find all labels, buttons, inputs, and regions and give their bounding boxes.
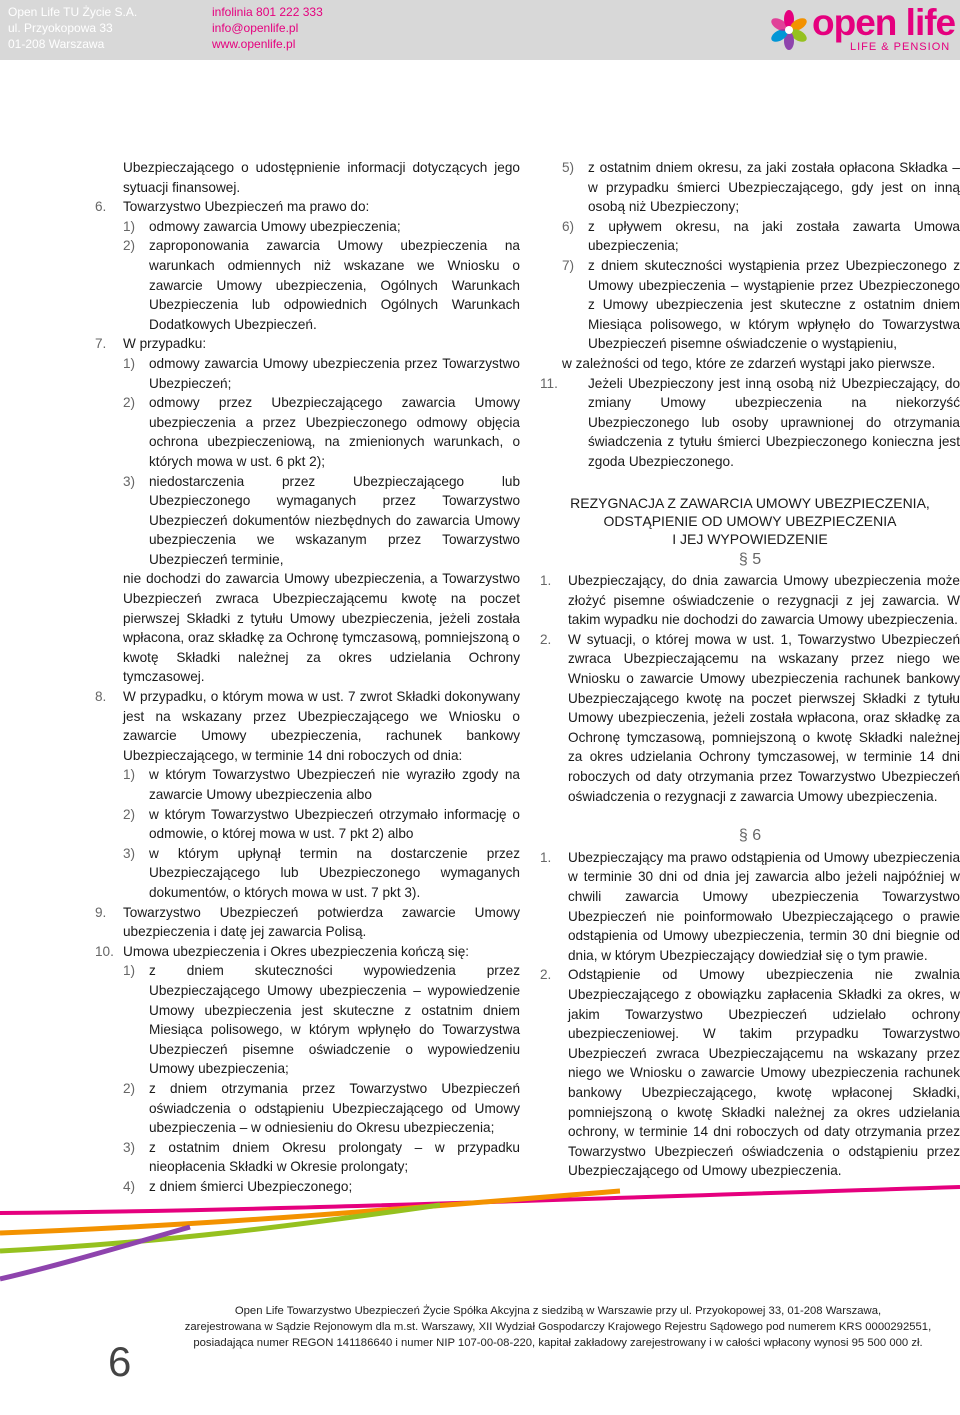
section-sign-6: § 6 xyxy=(738,827,762,845)
paragraph-11 xyxy=(540,374,960,472)
list-item xyxy=(540,158,960,217)
paragraph-number: 10. xyxy=(95,943,114,959)
section-6-item-2 xyxy=(540,965,960,1181)
section-heading-line: ODSTĄPIENIE OD UMOWY UBEZPIECZENIA xyxy=(603,512,897,529)
item-number: 2) xyxy=(123,806,136,822)
paragraph-number: 1. xyxy=(540,849,552,865)
paragraph-text: Jeżeli Ubezpieczony jest inną osobą niż Ubezpieczający, do zmiany Umowy ubezpieczenia na niekorzyść Ubezpieczonego lub osoby uprawnionej do otrzymania świadczenia z tytułu śmierci Ubezpieczonego konieczna jest zgoda Ubezpieczonego. xyxy=(588,375,960,469)
list-item xyxy=(95,961,520,1079)
item-number: 1) xyxy=(123,767,136,783)
website-link[interactable]: www.openlife.pl xyxy=(212,37,296,51)
paragraph-number: 2. xyxy=(540,631,552,647)
company-city: 01-208 Warszawa xyxy=(8,37,105,51)
section-5-item-1 xyxy=(540,571,960,630)
paragraph-number: 1. xyxy=(540,573,552,589)
item-number: 1) xyxy=(123,963,136,979)
list-item xyxy=(95,1138,520,1177)
flower-logo-icon xyxy=(768,9,810,51)
item-text: w którym Towarzystwo Ubezpieczeń otrzymało informację o odmowie, o której mowa w ust. 7 pkt 2) albo xyxy=(149,806,520,842)
paragraph-text: W przypadku, o którym mowa w ust. 7 zwrot Składki dokonywany jest na wskazany przez Ubezpieczającego we Wniosku o zawarcie Umowy ubezpieczenia, rachunek bankowy Ubezpieczającego, w terminie 14 dni roboczych od dnia: xyxy=(123,689,520,763)
paragraph-number: 8. xyxy=(95,689,107,705)
logo-wordmark: open life xyxy=(812,2,956,43)
list-item xyxy=(95,393,520,471)
item-text: odmowy zawarcia Umowy ubezpieczenia przez Towarzystwo Ubezpieczeń; xyxy=(149,355,520,391)
paragraph-text: Umowa ubezpieczenia i Okres ubezpieczenia kończą się: xyxy=(123,943,470,959)
list-item xyxy=(95,765,520,804)
item-text: z upływem okresu, na jaki została zawarta Umowa ubezpieczenia; xyxy=(588,218,960,254)
item-number: 1) xyxy=(123,355,136,371)
list-item xyxy=(540,217,960,256)
paragraph-text: Towarzystwo Ubezpieczeń potwierdza zawarcie Umowy ubezpieczenia i datę jej zawarcia Polisą. xyxy=(123,904,520,940)
page-header xyxy=(0,0,960,60)
paragraph-8 xyxy=(95,687,520,765)
company-contact xyxy=(212,4,323,52)
company-address xyxy=(8,4,137,52)
item-text: odmowy przez Ubezpieczającego zawarcia Umowy ubezpieczenia a przez Ubezpieczonego odmowy objęcia ochrona ubezpieczeniową, na zmienionych warunkach, o których mowa w ust. 6 pkt 2); xyxy=(149,395,520,469)
paragraph-text: Ubezpieczający ma prawo odstąpienia od Umowy ubezpieczenia w terminie 30 dni od dnia jej zawarcia albo jeżeli najpóźniej w chwili zawarcia Umowy ubezpieczenia Towarzystwo Ubezpieczeń nie poinformowało Ubezpieczającego o prawie odstąpienia od Umowy ubezpieczenia, termin 30 dni biegnie od dnia, w którym Ubezpieczający dowiedział się o tym prawie. xyxy=(568,849,960,963)
company-name: Open Life TU Życie S.A. xyxy=(8,5,138,19)
list-item xyxy=(540,256,960,354)
footer-legal xyxy=(178,1303,938,1351)
list-item xyxy=(95,472,520,570)
item-number: 3) xyxy=(123,1139,136,1155)
item-text: z dniem skuteczności wystąpienia przez Ubezpieczonego z Umowy ubezpieczenia – wystąpienie przez Ubezpieczonego z Umowy ubezpieczenia jest skuteczne z ostatnim dniem Miesiąca polisowego, w którym wpłynęło do Towarzystwa Ubezpieczeń pisemne oświadczenie o wystąpieniu, xyxy=(588,257,960,352)
wave-purple xyxy=(0,1227,190,1279)
item-text: zaproponowania zawarcia Umowy ubezpieczenia na warunkach odmiennych niż wskazane we Wniosku o zawarcie Umowy ubezpieczenia, Ogólnych Warunkach Ubezpieczenia lub odpowiednich Ogólnych Warunkach Dodatkowych Ubezpieczeń. xyxy=(149,238,520,332)
paragraph-number: 9. xyxy=(95,904,107,920)
paragraph-text: Ubezpieczający, do dnia zawarcia Umowy ubezpieczenia może złożyć pisemne oświadczenie o rezygnacji z jej zawarcia. W takim wypadku nie dochodzi do zawarcia Umowy ubezpieczenia. xyxy=(568,573,960,628)
section-5-item-2 xyxy=(540,630,960,806)
paragraph-number: 11. xyxy=(540,375,558,391)
item-text: z ostatnim dniem okresu, za jaki została opłacona Składka – w przypadku śmierci Ubezpieczającego, gdy jest on inną osobą niż Ubezpieczony; xyxy=(588,160,960,215)
list-item xyxy=(95,805,520,844)
item-text: z ostatnim dniem Okresu prolongaty – w przypadku nieopłacenia Składki w Okresie prolongaty; xyxy=(149,1139,520,1175)
item-number: 7) xyxy=(562,257,575,273)
paragraph-number: 2. xyxy=(540,967,552,983)
company-street: ul. Przyokopowa 33 xyxy=(8,21,113,35)
paragraph-number: 6. xyxy=(95,199,107,215)
email-link[interactable]: info@openlife.pl xyxy=(212,21,299,35)
paragraph-7 xyxy=(95,334,520,354)
item-number: 3) xyxy=(123,845,136,861)
logo-tagline: LIFE & PENSION xyxy=(850,41,951,53)
page-number: 6 xyxy=(108,1338,132,1385)
item-number: 3) xyxy=(123,473,136,489)
list-item xyxy=(95,844,520,903)
section-sign-5: § 5 xyxy=(738,550,762,568)
section-heading-line: I JEJ WYPOWIEDZENIE xyxy=(672,530,828,547)
item-number: 4) xyxy=(123,1178,136,1194)
paragraph-text: W sytuacji, o której mowa w ust. 1, Towarzystwo Ubezpieczeń zwraca Ubezpieczającemu na wskazany przez niego we Wniosku o zawarcie Umowy ubezpieczenia rachunek bankowy Ubezpieczającego kwotę na poczet pierwszej Składki z tytułu Umowy ubezpieczenia, jeżeli została wpłacona, oraz składkę za Ochronę tymczasową, pomniejszoną o kwotę Składki należnej za okres udzielania Ochrony tymczasowej, w terminie 14 dni roboczych od daty otrzymania przez Towarzystwo Ubezpieczeń oświadczenia o rezygnacji z zawarcia Umowy ubezpieczenia. xyxy=(568,631,960,804)
paragraph-text: Odstąpienie od Umowy ubezpieczenia nie zwalnia Ubezpieczającego z obowiązku zapłacenia Składki za okres, w jakim Towarzystwo Ubezpieczeń udzielało ochrony ubezpieczeniowej. W takim przypadku Towarzystwo Ubezpieczeń zwraca Ubezpieczającemu na wskazany przez niego we Wniosku o zawarcie Umowy ubezpieczenia rachunek bankowy Ubezpieczającego, kwotę wpłaconej Składki, pomniejszoną o kwotę Składki należnej za okres udzielania ochrony, w terminie 14 dni roboczych od daty otrzymania przez Towarzystwo Ubezpieczeń oświadczenia o odstąpieniu przez Ubezpieczającego od Umowy ubezpieczenia. xyxy=(568,967,960,1179)
item-number: 1) xyxy=(123,218,136,234)
paragraph-continuation: w zależności od tego, które ze zdarzeń wystąpi jako pierwsze. xyxy=(562,355,936,371)
list-item xyxy=(95,236,520,334)
item-number: 2) xyxy=(123,395,136,411)
list-item xyxy=(95,1079,520,1138)
list-item xyxy=(95,217,520,237)
paragraph-text: Towarzystwo Ubezpieczeń ma prawo do: xyxy=(123,199,370,215)
footer-line: posiadająca numer REGON 141186640 i numer NIP 107-00-08-220, kapitał zakładowy zarejestrowany i w całości wpłacony wynosi 95 500 000 zł. xyxy=(193,1337,923,1349)
paragraph-number: 7. xyxy=(95,336,107,352)
item-number: 2) xyxy=(123,1080,136,1096)
section-heading xyxy=(540,494,960,548)
hotline-text: infolinia 801 222 333 xyxy=(212,5,323,19)
section-heading-line: REZYGNACJA Z ZAWARCIA UMOWY UBEZPIECZENIA, xyxy=(570,494,930,511)
right-column xyxy=(540,158,960,1181)
paragraph-9 xyxy=(95,903,520,942)
paragraph-10 xyxy=(95,942,520,962)
paragraph-continuation: Ubezpieczającego o udostępnienie informacji dotyczących jego sytuacji finansowej. xyxy=(123,160,520,195)
section-6-item-1 xyxy=(540,848,960,966)
paragraph-continuation: nie dochodzi do zawarcia Umowy ubezpieczenia, a Towarzystwo Ubezpieczeń zwraca Ubezpieczającemu kwotę na poczet pierwszej Składki z tytułu Umowy ubezpieczenia, jeżeli została wpłacona, oraz składkę za Ochronę tymczasową, pomniejszoną o kwotę Składki należnej za okres udzielania Ochrony tymczasowej. xyxy=(123,571,520,685)
item-text: z dniem skuteczności wypowiedzenia przez Ubezpieczającego Umowy ubezpieczenia – wypowiedzenie Umowy ubezpieczenia jest skuteczne z ostatnim dniem Miesiąca polisowego, w którym wpłynęło do Towarzystwa Ubezpieczeń pisemne oświadczenie o wypowiedzeniu Umowy ubezpieczenia; xyxy=(149,963,520,1077)
item-number: 2) xyxy=(123,238,136,254)
item-text: w którym upłynął termin na dostarczenie przez Ubezpieczającego lub Ubezpieczonego wymaganych dokumentów, o których mowa w ust. 7 pkt 3). xyxy=(149,845,520,900)
item-text: odmowy zawarcia Umowy ubezpieczenia; xyxy=(149,218,401,234)
footer-line: zarejestrowana w Sądzie Rejonowym dla m.st. Warszawy, XII Wydział Gospodarczy Krajowego Rejestru Sądowego pod numerem KRS 0000292551, xyxy=(184,1321,932,1333)
footer-line: Open Life Towarzystwo Ubezpieczeń Życie Spółka Akcyjna z siedzibą w Warszawie przy ul. Przyokopowej 33, 01-208 Warszawa, xyxy=(234,1305,882,1317)
item-number: 5) xyxy=(562,160,575,175)
paragraph-6 xyxy=(95,197,520,217)
item-text: z dniem otrzymania przez Towarzystwo Ubezpieczeń oświadczenia o odstąpieniu Ubezpieczającego od Umowy ubezpieczenia – w odniesieniu do Okresu ubezpieczenia; xyxy=(149,1080,520,1136)
item-text: w którym Towarzystwo Ubezpieczeń nie wyraziło zgody na zawarcie Umowy ubezpieczenia albo xyxy=(149,767,520,802)
item-text: niedostarczenia przez Ubezpieczającego lub Ubezpieczonego wymaganych przez Towarzystwo Ubezpieczeń dokumentów niezbędnych do zawarcia Umowy ubezpieczenia we wskazanym przez Towarzystwo Ubezpieczeń terminie, xyxy=(149,473,520,567)
openlife-logo xyxy=(768,3,958,57)
left-column xyxy=(95,158,520,1196)
paragraph-text: W przypadku: xyxy=(123,336,207,352)
item-text: z dniem śmierci Ubezpieczonego; xyxy=(149,1178,353,1194)
list-item xyxy=(95,354,520,393)
item-number: 6) xyxy=(562,218,575,234)
